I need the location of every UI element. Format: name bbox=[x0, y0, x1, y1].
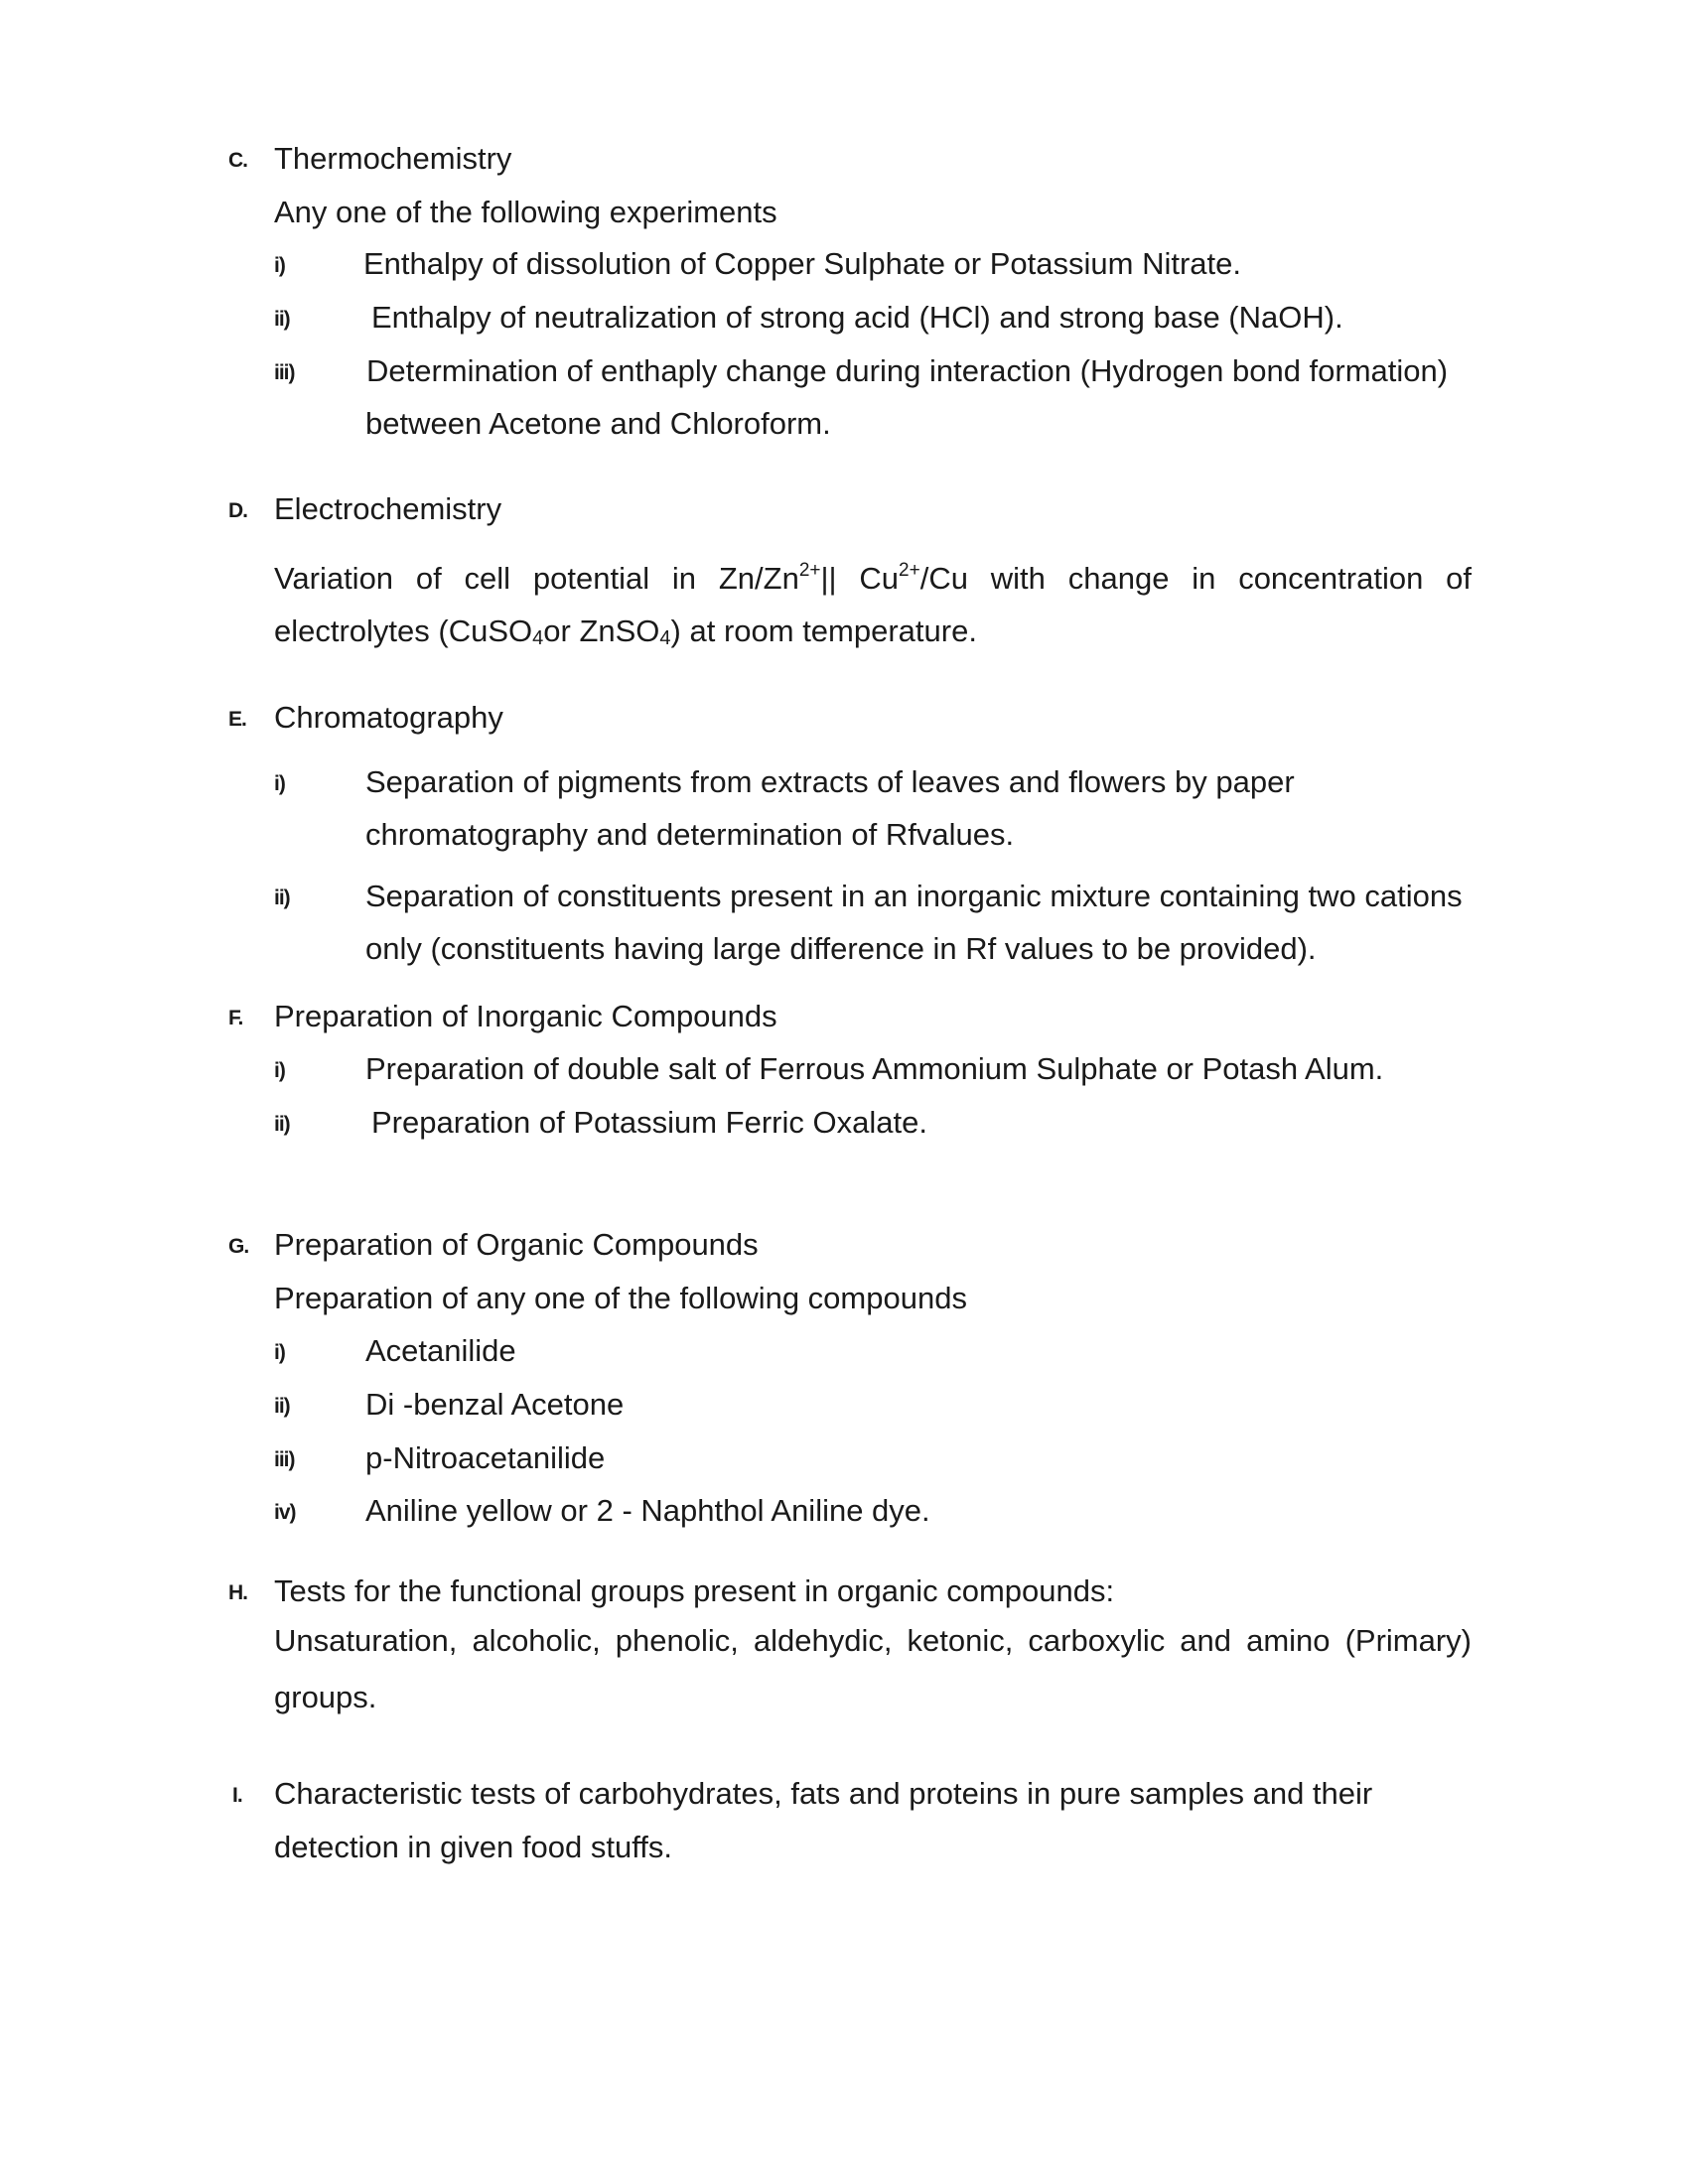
section-label: E. bbox=[228, 708, 246, 731]
item-text: Enthalpy of dissolution of Copper Sulphate or Potassium Nitrate. bbox=[363, 246, 1241, 281]
section-intro: Any one of the following experiments bbox=[274, 195, 777, 229]
section-label: G. bbox=[228, 1235, 249, 1258]
section-paragraph-line2: groups. bbox=[274, 1680, 377, 1714]
section-paragraph: Variation of cell potential in $Zn/Zn^{2+}||$ $Cu^{2+}/Cu$ with change in concentration of bbox=[274, 560, 1472, 596]
item-text: Aniline yellow or 2 - Naphthol Aniline dye. bbox=[365, 1493, 930, 1528]
section-title: Chromatography bbox=[274, 700, 503, 735]
section-paragraph-line2: electrolytes (CuSO$_4$or ZnSO$_4$) at room temperature. bbox=[274, 614, 977, 649]
item-text: Acetanilide bbox=[365, 1333, 516, 1368]
item-number: ii) bbox=[274, 887, 290, 909]
item-text: Di -benzal Acetone bbox=[365, 1387, 625, 1422]
item-text: p-Nitroacetanilide bbox=[365, 1440, 606, 1475]
item-text: Preparation of Potassium Ferric Oxalate. bbox=[371, 1105, 927, 1140]
item-number: i) bbox=[274, 1341, 285, 1364]
item-text-continuation: only (constituents having large difference in Rf values to be provided). bbox=[365, 931, 1317, 966]
item-number: i) bbox=[274, 1059, 285, 1082]
item-number: ii) bbox=[274, 1113, 290, 1136]
section-title: Electrochemistry bbox=[274, 491, 502, 526]
section-label: D. bbox=[228, 499, 247, 522]
item-number: i) bbox=[274, 254, 285, 277]
item-number: ii) bbox=[274, 1395, 290, 1418]
section-paragraph: Unsaturation, alcoholic, phenolic, aldehydic, ketonic, carboxylic and amino (Primary) bbox=[274, 1623, 1472, 1658]
item-number: i) bbox=[274, 772, 285, 795]
section-title: Tests for the functional groups present in organic compounds: bbox=[274, 1573, 1115, 1608]
item-number: iii) bbox=[274, 1448, 295, 1471]
section-title: Preparation of Inorganic Compounds bbox=[274, 999, 777, 1033]
section-label: F. bbox=[228, 1007, 243, 1029]
item-text-continuation: between Acetone and Chloroform. bbox=[365, 406, 831, 441]
item-text: Separation of constituents present in an inorganic mixture containing two cations bbox=[365, 879, 1463, 913]
item-number: iii) bbox=[274, 361, 295, 384]
section-title: Thermochemistry bbox=[274, 141, 512, 176]
section-title-continuation: detection in given food stuffs. bbox=[274, 1830, 672, 1864]
item-text: Enthalpy of neutralization of strong acid (HCl) and strong base (NaOH). bbox=[371, 300, 1343, 335]
item-text: Separation of pigments from extracts of leaves and flowers by paper bbox=[365, 764, 1295, 799]
section-label: H. bbox=[228, 1581, 247, 1604]
item-text: Determination of enthaply change during interaction (Hydrogen bond formation) bbox=[366, 353, 1449, 388]
section-intro: Preparation of any one of the following compounds bbox=[274, 1281, 967, 1315]
section-label: C. bbox=[228, 149, 247, 172]
section-title: Characteristic tests of carbohydrates, fats and proteins in pure samples and their bbox=[274, 1776, 1373, 1811]
item-text: Preparation of double salt of Ferrous Ammonium Sulphate or Potash Alum. bbox=[365, 1051, 1384, 1086]
section-label: I. bbox=[232, 1784, 242, 1807]
item-number: ii) bbox=[274, 308, 290, 331]
item-number: iv) bbox=[274, 1501, 296, 1524]
section-title: Preparation of Organic Compounds bbox=[274, 1227, 759, 1262]
item-text-continuation: chromatography and determination of Rfvalues. bbox=[365, 817, 1015, 852]
